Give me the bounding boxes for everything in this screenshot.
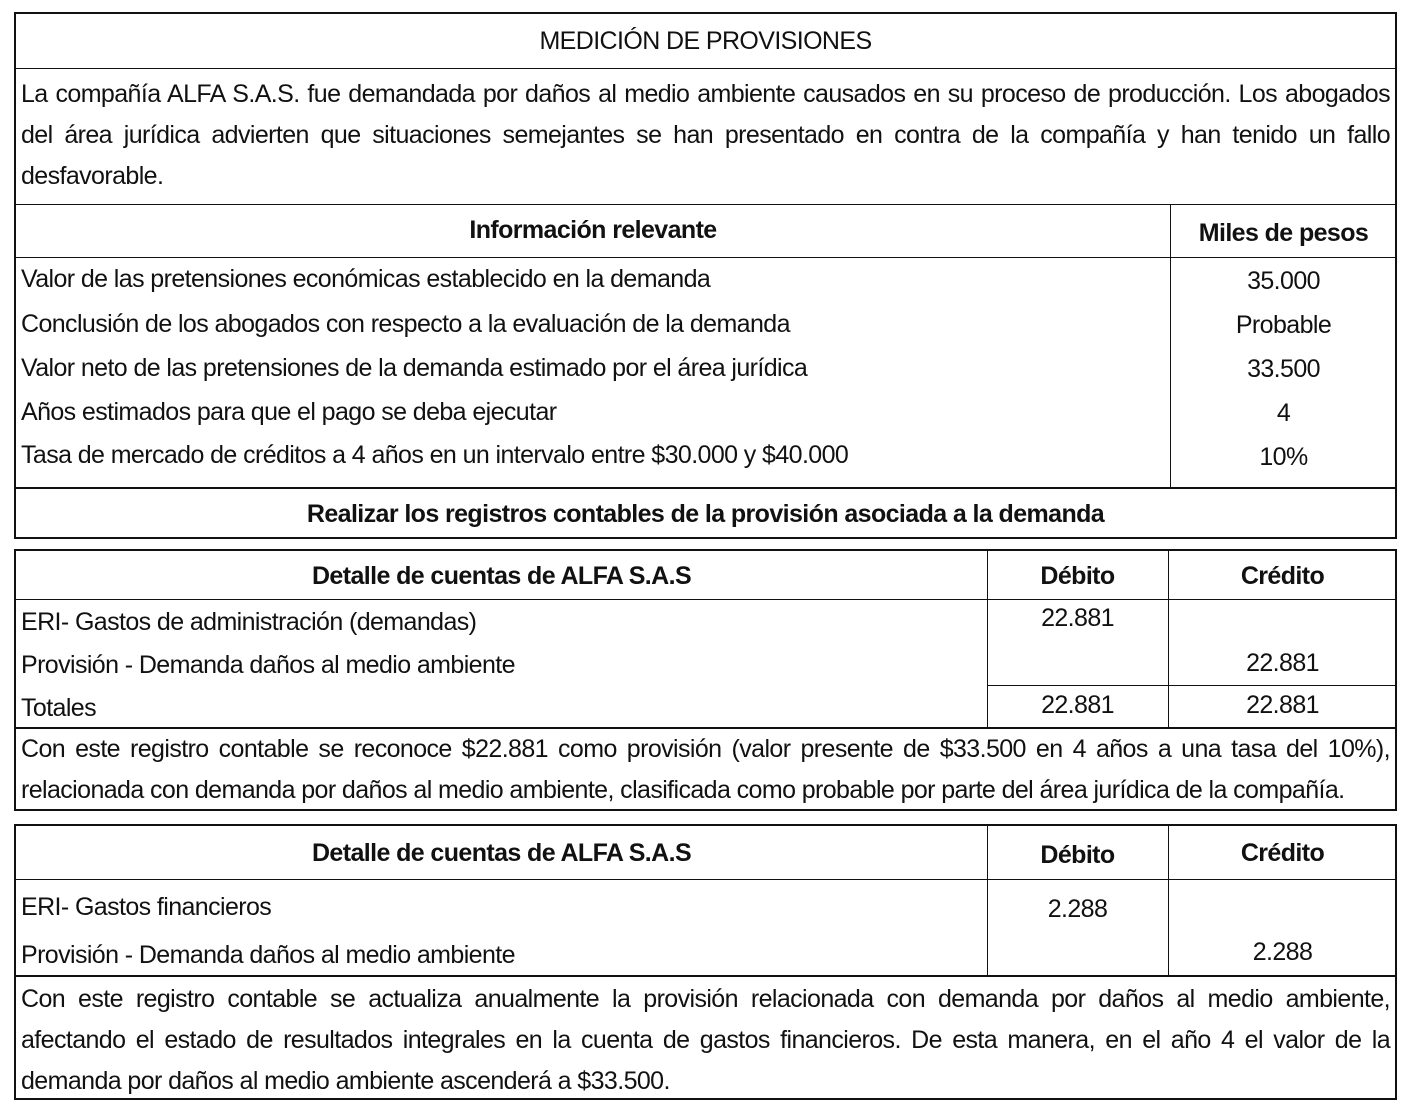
info-row-label: Años estimados para que el pago se deba ejecutar: [21, 398, 557, 426]
info-row-label: Tasa de mercado de créditos a 4 años en un intervalo entre $30.000 y $40.000: [21, 441, 849, 469]
entry1-note-row: [16, 727, 1395, 811]
info-header-label: Información relevante: [469, 216, 717, 244]
entry2-header-account: Detalle de cuentas de ALFA S.A.S: [311, 839, 692, 867]
intro-row: [16, 68, 1395, 204]
entry2-note-row: [16, 975, 1395, 1100]
info-table-header: [16, 204, 1395, 257]
entry1-note: Con este registro contable se reconoce $22.881 como provisión (valor presente de $33.500 en 4 años a una tasa del 10%), relacionada con demanda por daños al medio ambiente, clasificada como probable por parte del área jurídica de la compañía.: [21, 735, 1390, 804]
instruction-text: Realizar los registros contables de la provisión asociada a la demanda: [306, 500, 1105, 528]
info-row-label: Valor de las pretensiones económicas establecido en la demanda: [21, 265, 711, 293]
entry1-header: [16, 551, 1395, 599]
journal-debit: 22.881: [1041, 604, 1114, 632]
instruction-row: [16, 487, 1395, 537]
journal-account: Provisión - Demanda daños al medio ambiente: [21, 651, 515, 679]
entry1-header-debit: Débito: [1040, 562, 1115, 590]
totals-debit: 22.881: [1041, 691, 1114, 719]
info-table-body: [16, 257, 1395, 487]
entry1-header-credit: Crédito: [1240, 562, 1325, 590]
info-row-value: 33.500: [1247, 355, 1320, 383]
journal-debit: 2.288: [1047, 895, 1108, 923]
title-row: [16, 14, 1395, 68]
entry1-body: [16, 599, 1395, 685]
journal-account: ERI- Gastos de administración (demandas): [21, 608, 477, 636]
journal-account: Provisión - Demanda daños al medio ambiente: [21, 941, 515, 969]
info-header-value: Miles de pesos: [1198, 219, 1369, 247]
journal-entry-1: [14, 549, 1397, 811]
totals-label: Totales: [21, 694, 97, 722]
journal-credit: 2.288: [1252, 938, 1313, 966]
page-title: MEDICIÓN DE PROVISIONES: [539, 27, 872, 55]
entry2-header-credit: Crédito: [1240, 839, 1325, 867]
info-row-label: Conclusión de los abogados con respecto a la evaluación de la demanda: [21, 310, 790, 338]
entry1-header-account: Detalle de cuentas de ALFA S.A.S: [311, 562, 692, 590]
entry2-header: [16, 826, 1395, 879]
info-row-label: Valor neto de las pretensiones de la demanda estimado por el área jurídica: [21, 354, 808, 382]
entry2-header-debit: Débito: [1040, 841, 1115, 869]
journal-entry-2: [14, 824, 1397, 1100]
totals-credit: 22.881: [1246, 691, 1319, 719]
journal-credit: 22.881: [1246, 649, 1319, 677]
measurement-box: [14, 12, 1397, 539]
entry1-totals: [16, 685, 1395, 727]
entry2-note: Con este registro contable se actualiza anualmente la provisión relacionada con demanda por daños al medio ambiente, afectando el estado de resultados integrales en la cuenta de gastos financieros. De esta manera, en el año 4 el valor de la demanda por daños al medio ambiente ascenderá a $33.500.: [21, 985, 1390, 1095]
info-row-value: 35.000: [1247, 267, 1320, 295]
intro-paragraph: La compañía ALFA S.A.S. fue demandada por daños al medio ambiente causados en su proceso de producción. Los abogados del área jurídica advierten que situaciones semejantes se han presentado en contra de la compañía y han tenido un fallo desfavorable.: [21, 80, 1390, 190]
info-row-value: 10%: [1259, 443, 1308, 471]
entry2-body: [16, 879, 1395, 975]
info-row-value: 4: [1276, 399, 1291, 427]
info-row-value: Probable: [1235, 311, 1332, 339]
journal-account: ERI- Gastos financieros: [21, 893, 272, 921]
